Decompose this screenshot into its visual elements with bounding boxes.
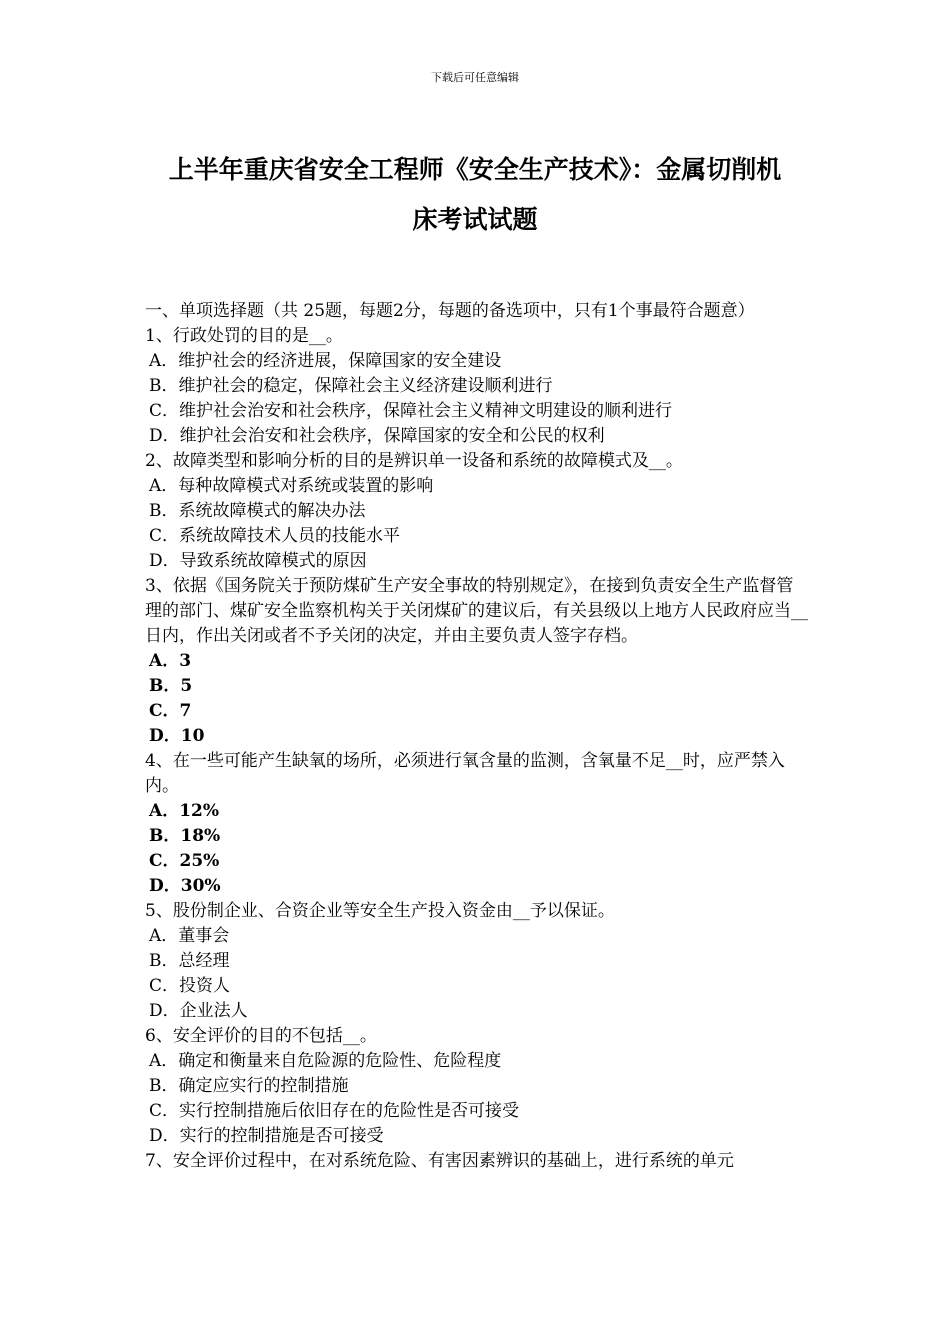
- question-stem: 6、安全评价的目的不包括__。: [145, 1026, 377, 1046]
- question-stem: 3、依据《国务院关于预防煤矿生产安全事故的特别规定》，在接到负责安全生产监督管理的部门、煤矿安全监察机构关于关闭煤矿的建议后，有关县级以上地方人民政府应当__日内，作出关闭或者不予关闭的决定，并由主要负责人签字存档。: [145, 576, 808, 646]
- answer-option: D．实行的控制措施是否可接受: [149, 1126, 384, 1146]
- answer-option: B．5: [149, 676, 193, 696]
- answer-option: A．12%: [149, 801, 220, 821]
- answer-option: C．7: [149, 701, 192, 721]
- answer-option: C．维护社会治安和社会秩序，保障社会主义精神文明建设的顺利进行: [149, 401, 673, 421]
- answer-option: D．导致系统故障模式的原因: [149, 551, 367, 571]
- answer-option: B．系统故障模式的解决办法: [149, 501, 366, 521]
- answer-option: B．维护社会的稳定，保障社会主义经济建设顺利进行: [149, 376, 553, 396]
- document-body: [145, 299, 810, 1174]
- answer-option: D．10: [149, 726, 205, 746]
- answer-option: C．投资人: [149, 976, 231, 996]
- answer-option: A．3: [149, 651, 192, 671]
- question-stem: 5、股份制企业、合资企业等安全生产投入资金由__予以保证。: [145, 901, 615, 921]
- answer-option: A．董事会: [149, 926, 230, 946]
- answer-option: D．30%: [149, 876, 221, 896]
- answer-option: B．总经理: [149, 951, 230, 971]
- section-heading: 一、单项选择题（共 25题，每题2分，每题的备选项中，只有1个事最符合题意）: [145, 301, 755, 321]
- question-stem: 1、行政处罚的目的是__。: [145, 326, 343, 346]
- question-stem: 4、在一些可能产生缺氧的场所，必须进行氧含量的监测，含氧量不足__时，应严禁入内。: [145, 751, 785, 796]
- answer-option: C．实行控制措施后依旧存在的危险性是否可接受: [149, 1101, 520, 1121]
- answer-option: D．维护社会治安和社会秩序，保障国家的安全和公民的权利: [149, 426, 605, 446]
- question-stem: 2、故障类型和影响分析的目的是辨识单一设备和系统的故障模式及__。: [145, 451, 683, 471]
- document-title-line-2: 床考试试题: [412, 205, 538, 234]
- answer-option: C．系统故障技术人员的技能水平: [149, 526, 401, 546]
- header-note: 下载后可任意编辑: [431, 71, 519, 84]
- answer-option: C．25%: [149, 851, 220, 871]
- document-title-line-1: 上半年重庆省安全工程师《安全生产技术》：金属切削机: [168, 155, 782, 184]
- answer-option: D．企业法人: [149, 1001, 248, 1021]
- answer-option: A．确定和衡量来自危险源的危险性、危险程度: [149, 1051, 502, 1071]
- answer-option: B．18%: [149, 826, 221, 846]
- question-stem: 7、安全评价过程中，在对系统危险、有害因素辨识的基础上，进行系统的单元: [145, 1151, 734, 1171]
- answer-option: A．维护社会的经济进展，保障国家的安全建设: [149, 351, 502, 371]
- answer-option: A．每种故障模式对系统或装置的影响: [149, 476, 434, 496]
- answer-option: B．确定应实行的控制措施: [149, 1076, 349, 1096]
